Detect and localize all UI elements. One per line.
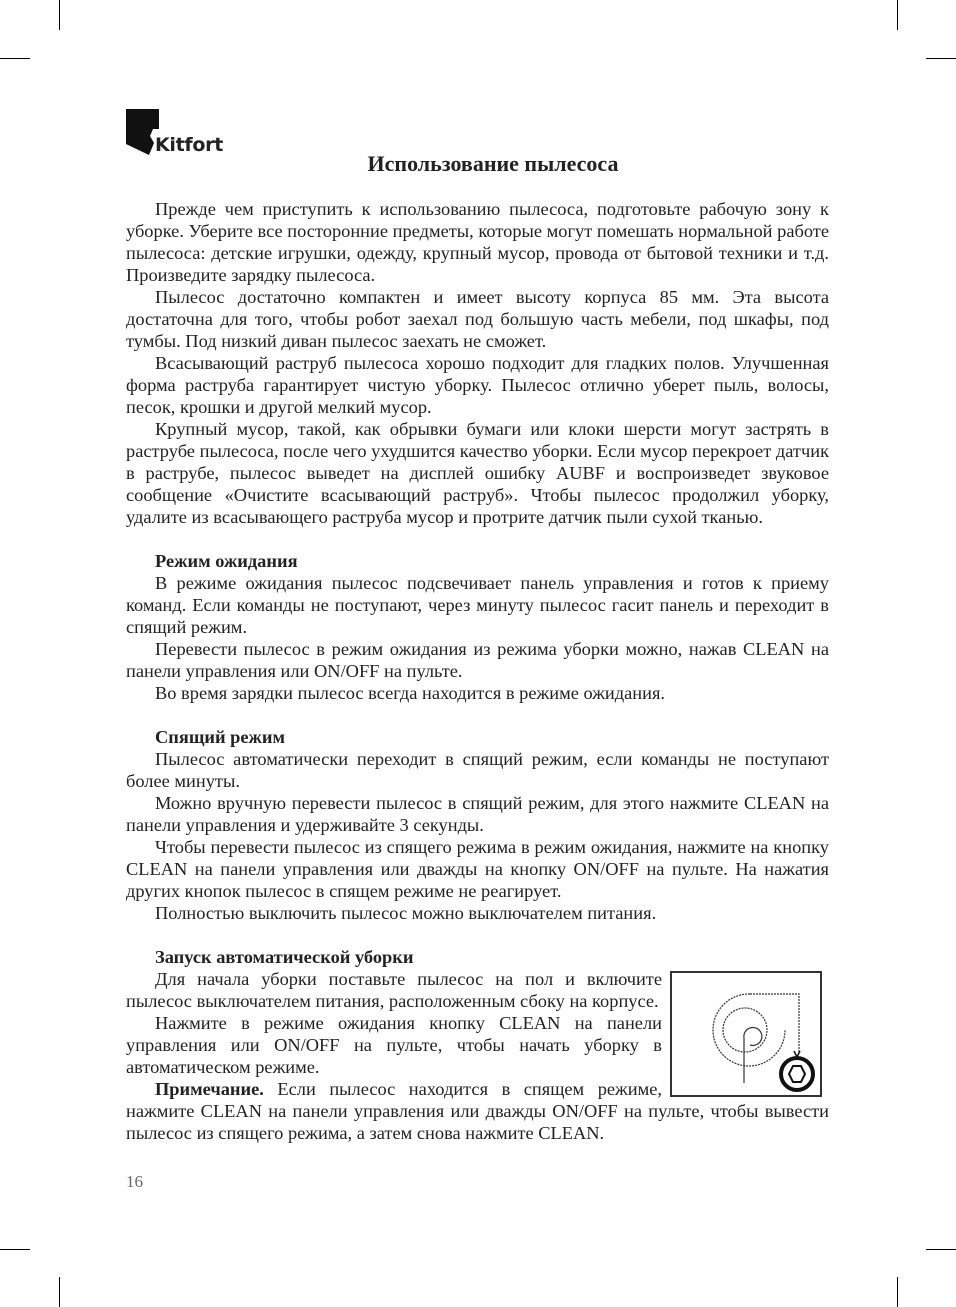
crop-mark (59, 0, 60, 30)
crop-mark (897, 1277, 898, 1307)
section-heading: Режим ожидания (155, 551, 298, 571)
paragraph: Для начала уборки поставьте пылесос на пол и включите пылесос выключателем питания, расположенным сбоку на корпусе. (126, 969, 662, 1011)
paragraph: Всасывающий раструб пылесоса хорошо подходит для гладких полов. Улучшенная форма раструба гарантирует чистую уборку. Пылесос отлично уберет пыль, волосы, песок, крошки и другой мелкий мусор. (126, 353, 829, 417)
page-number: 16 (126, 1172, 143, 1191)
note-label: Примечание. (155, 1079, 264, 1099)
paragraph: Перевести пылесос в режим ожидания из режима уборки можно, нажав CLEAN на панели управления или ON/OFF на пульте. (126, 639, 829, 681)
section-heading: Запуск автоматической уборки (155, 947, 414, 967)
crop-mark (59, 1277, 60, 1307)
body-text (126, 198, 829, 1144)
brand-name: Kitfort (155, 134, 223, 156)
paragraph: Чтобы перевести пылесос из спящего режима в режим ожидания, нажмите на кнопку CLEAN на панели управления или дважды на кнопку ON/OFF на пульте. На нажатия других кнопок пылесос в спящем режиме не реагирует. (126, 837, 829, 901)
paragraph: Можно вручную перевести пылесос в спящий режим, для этого нажмите CLEAN на панели управления и удерживайте 3 секунды. (126, 793, 829, 835)
paragraph: Нажмите в режиме ожидания кнопку CLEAN на панели управления или ON/OFF на пульте, чтобы начать уборку в автоматическом режиме. (126, 1013, 662, 1077)
spiral-path-icon (672, 973, 820, 1095)
crop-mark (0, 58, 30, 59)
note-text: Если пылесос находится в спящем режиме, нажмите CLEAN на панели управления или дважды ON/OFF на пульте, чтобы вывести пылесос из спящего режима, а затем снова нажмите CLEAN. (126, 1079, 829, 1143)
paragraph: Крупный мусор, такой, как обрывки бумаги или клоки шерсти могут застрять в раструбе пылесоса, после чего ухудшится качество уборки. Если мусор перекроет датчик в раструбе, пылесос выведет на дисплей ошибку AUBF и воспроизведет звуковое сообщение «Очистите всасывающий раструб». Чтобы пылесос продолжил уборку, удалите из всасывающего раструба мусор и протрите датчик пыли сухой тканью. (126, 419, 829, 527)
crop-mark (926, 58, 956, 59)
paragraph: Пылесос автоматически переходит в спящий режим, если команды не поступают более минуты. (126, 749, 829, 791)
paragraph: Полностью выключить пылесос можно выключателем питания. (155, 903, 657, 923)
paragraph: Во время зарядки пылесос всегда находится в режиме ожидания. (155, 683, 666, 703)
paragraph: Прежде чем приступить к использованию пылесоса, подготовьте рабочую зону к уборке. Уберите все посторонние предметы, которые могут помешать нормальной работе пылесоса: детские игрушки, одежду, крупный мусор, провода от бытовой техники и т.д. Произведите зарядку пылесоса. (126, 199, 829, 285)
crop-mark (926, 1249, 956, 1250)
page-title: Использование пылесоса (367, 151, 619, 176)
crop-mark (0, 1249, 30, 1250)
spiral-cleaning-figure (670, 971, 822, 1097)
crop-mark (897, 0, 898, 30)
section-heading: Спящий режим (155, 727, 285, 747)
paragraph: В режиме ожидания пылесос подсвечивает панель управления и готов к приему команд. Если команды не поступают, через минуту пылесос гасит панель и переходит в спящий режим. (126, 573, 829, 637)
paragraph: Пылесос достаточно компактен и имеет высоту корпуса 85 мм. Эта высота достаточна для того, чтобы робот заехал под большую часть мебели, под шкафы, под тумбы. Под низкий диван пылесос заехать не сможет. (126, 287, 829, 351)
